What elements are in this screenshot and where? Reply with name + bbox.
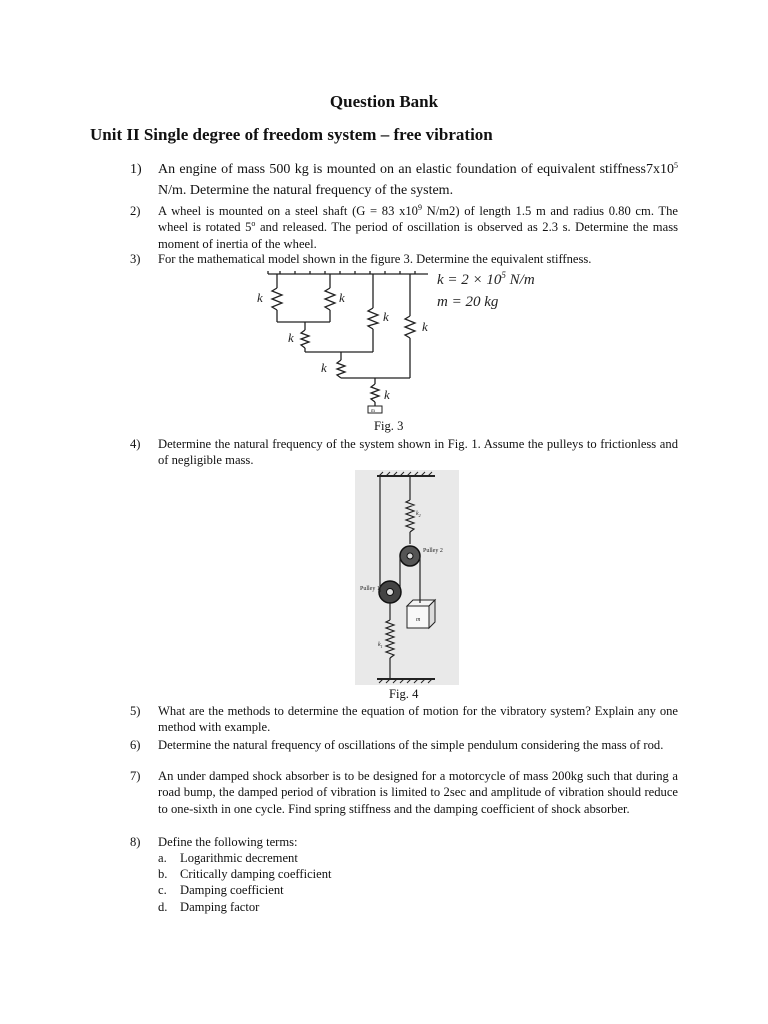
question-number: 5) [130,704,141,718]
spring-label: k [257,290,263,305]
mass-label: m [371,409,375,414]
question-number: 8) [130,835,141,849]
figure-4-pulley-diagram [355,470,459,685]
question-number: 3) [130,252,141,266]
term-item: d. Damping factor [158,900,260,914]
question-number: 4) [130,437,141,451]
mass-equation: m = 20 kg [437,294,499,310]
question-number: 2) [130,204,141,218]
question-number: 1) [130,162,142,177]
question-number: 6) [130,738,141,752]
term-item: a. Logarithmic decrement [158,851,298,865]
question-8: 8) Define the following terms: [130,835,298,849]
term-item: b. Critically damping coefficient [158,867,332,881]
unit-heading: Unit II Single degree of freedom system – free vibration [90,125,493,144]
page-title: Question Bank [329,92,439,111]
mass-label: m [416,617,421,623]
question-3: 3) For the mathematical model shown in the figure 3. Determine the equivalent stiffness. [130,252,592,266]
question-number: 7) [130,769,141,783]
question-6: 6) Determine the natural frequency of oscillations of the simple pendulum considering the mass of rod. [130,738,664,752]
stiffness-equation: $k = 2 \times 10^5$ N/m [437,270,535,288]
spring-label: k [422,319,428,334]
question-4: 4) Determine the natural frequency of the system shown in Fig. 1. Assume the pulleys to frictionless and of negligible mass. [130,437,678,468]
figure-3-spring-diagram [250,268,580,416]
pulley-2-label: Pulley 2 [423,548,443,554]
spring-label: k [384,387,390,402]
term-item: c. Damping coefficient [158,883,284,897]
spring-label: k [288,330,294,345]
question-1: 1) An engine of mass 500 kg is mounted on an elastic foundation of equivalent $stiffness7x10^5$ N/m. Determine the natural frequency of the system. [130,161,678,198]
question-5: 5) What are the methods to determine the equation of motion for the vibratory system? Explain any one method with example. [130,704,678,735]
figure-4-caption: Fig. 4 [389,687,419,701]
figure-3-caption: Fig. 3 [374,419,404,433]
spring-label: k [383,309,389,324]
spring-k2-label: $k_2$ [416,511,421,518]
spring-k1-label: $k_1$ [378,642,383,649]
spring-label: k [321,360,327,375]
question-7: 7) An under damped shock absorber is to be designed for a motorcycle of mass 200kg such that during a road bump, the damped period of vibration is limited to 2sec and amplitude of vibration should reduce to one-sixth in one cycle. Find spring stiffness and the damping coefficient of shock absorber. [130,769,678,816]
spring-label: k [339,290,345,305]
question-2: 2) A wheel is mounted on a steel shaft (G = 83 $x10^9$ N/m2) of length 1.5 m and radius 0.80 cm. The wheel is rotated 5$^o$ and released. The period of oscillation is observed as 2.3 s. Determine the mass moment of inertia of the wheel. [130,203,678,251]
pulley-1-label: Pulley 1 [360,586,380,592]
